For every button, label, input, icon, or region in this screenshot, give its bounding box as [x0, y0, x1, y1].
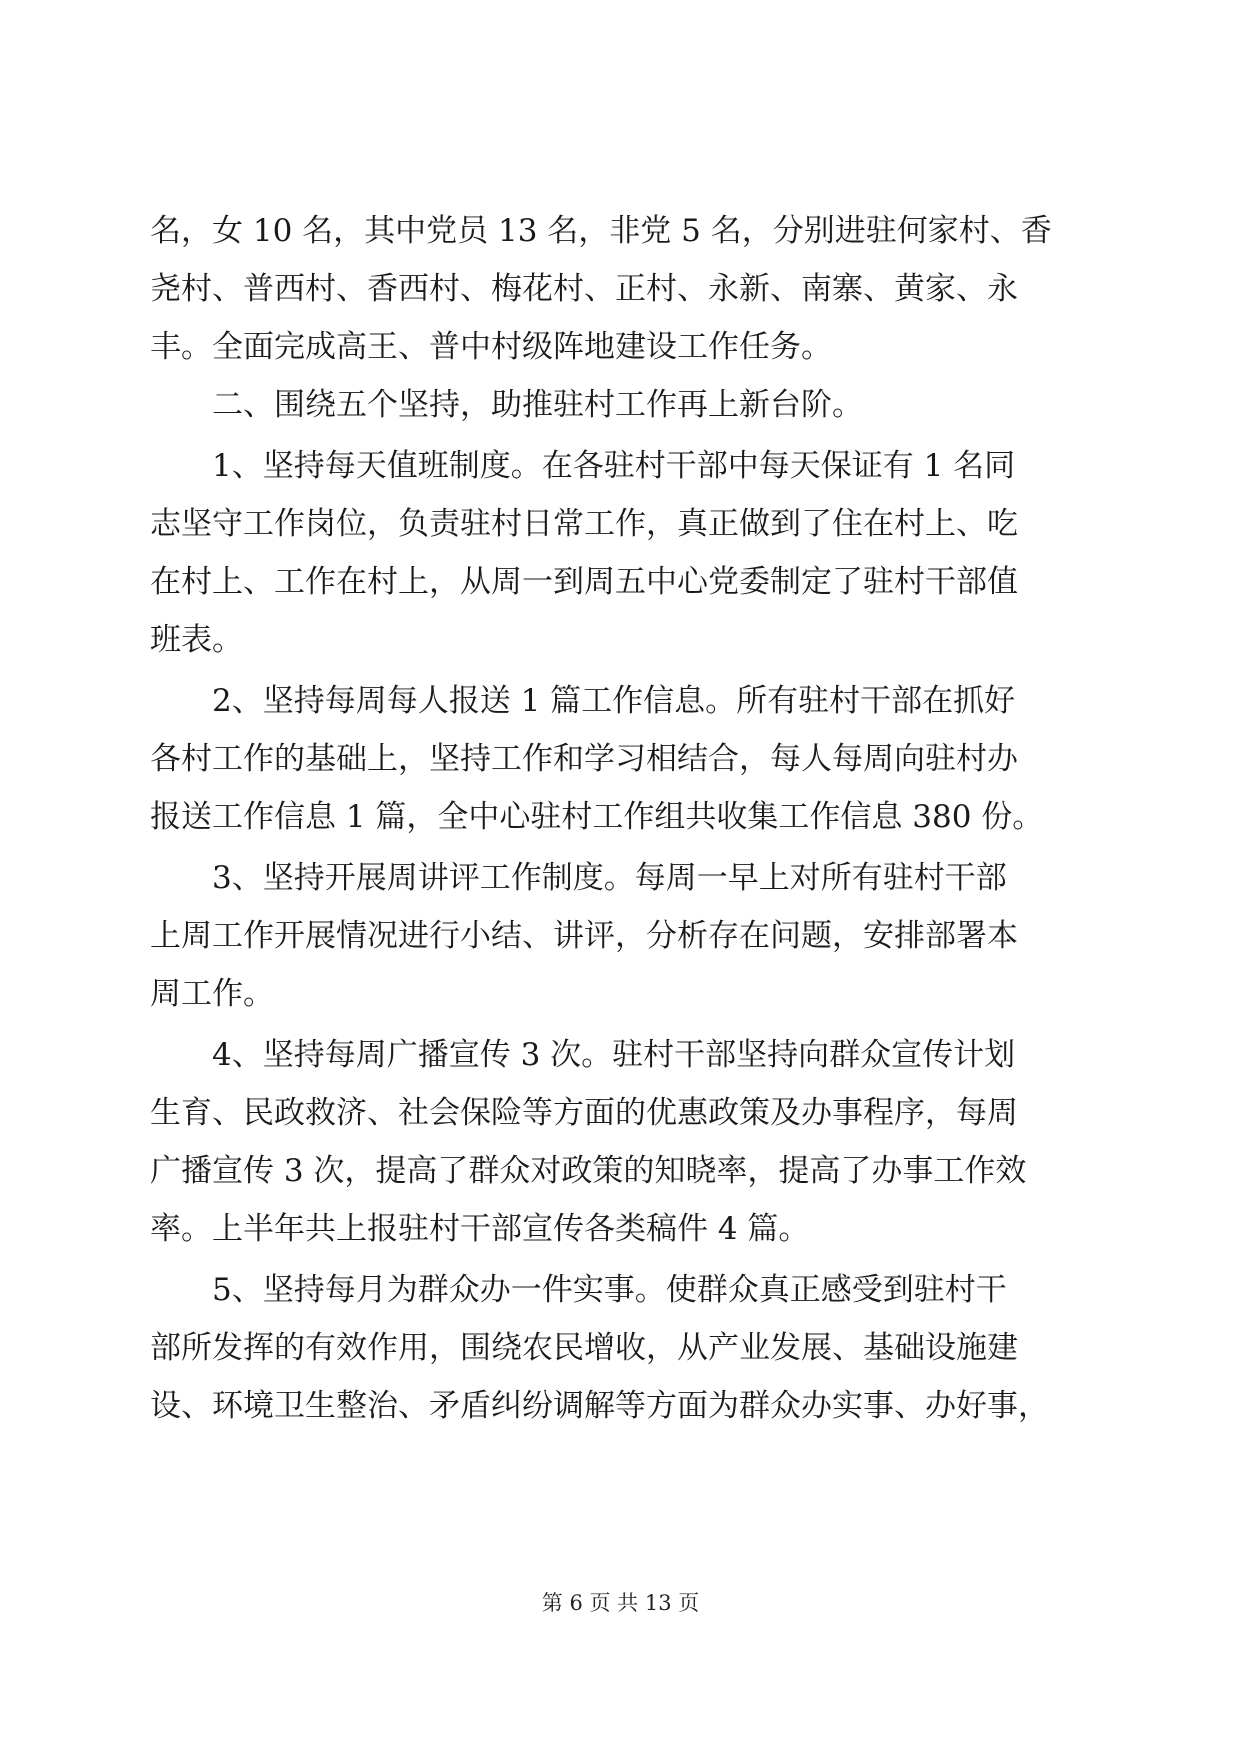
text-line-content: 3、坚持开展周讲评工作制度。每周一早上对所有驻村干部: [212, 860, 1007, 896]
text-line-content: 班表。: [150, 622, 243, 658]
text-line: [0, 785, 1241, 849]
text-line-content: 生育、民政救济、社会保险等方面的优惠政策及办事程序，每周: [150, 1095, 1018, 1131]
text-line: [0, 1316, 1241, 1380]
text-line-content: 丰。全面完成高王、普中村级阵地建设工作任务。: [150, 329, 832, 365]
text-line: [0, 492, 1241, 556]
text-line: [0, 1374, 1241, 1438]
text-line: [0, 315, 1241, 379]
text-line: [0, 846, 1241, 910]
text-line: [0, 434, 1241, 498]
text-line: [0, 199, 1241, 263]
text-line-content: 各村工作的基础上，坚持工作和学习相结合，每人每周向驻村办: [150, 741, 1018, 777]
text-line-content: 上周工作开展情况进行小结、讲评，分析存在问题，安排部署本: [150, 918, 1018, 954]
section-heading-text: 二、围绕五个坚持，助推驻村工作再上新台阶。: [212, 387, 863, 423]
text-line: [0, 1197, 1241, 1261]
text-line-content: 4、坚持每周广播宣传 3 次。驻村干部坚持向群众宣传计划: [212, 1037, 1016, 1073]
text-line-content: 5、坚持每月为群众办一件实事。使群众真正感受到驻村干: [212, 1272, 1007, 1308]
page-number-footer: 第 6 页 共 13 页: [541, 1591, 700, 1615]
text-line: [0, 1139, 1241, 1203]
text-line: [0, 608, 1241, 672]
text-line-content: 周工作。: [150, 976, 274, 1012]
text-line-content: 在村上、工作在村上，从周一到周五中心党委制定了驻村干部值: [150, 564, 1018, 600]
text-line: [0, 727, 1241, 791]
text-line: [0, 669, 1241, 733]
text-line-content: 报送工作信息 1 篇，全中心驻村工作组共收集工作信息 380 份。: [150, 799, 1044, 835]
text-line-content: 1、坚持每天值班制度。在各驻村干部中每天保证有 1 名同: [212, 448, 1016, 484]
text-line-content: 尧村、普西村、香西村、梅花村、正村、永新、南寨、黄家、永: [150, 271, 1018, 307]
text-line: [0, 904, 1241, 968]
text-line-content: 部所发挥的有效作用，围绕农民增收，从产业发展、基础设施建: [150, 1330, 1018, 1366]
text-line-content: 广播宣传 3 次，提高了群众对政策的知晓率，提高了办事工作效: [150, 1153, 1027, 1189]
text-line-content: 率。上半年共上报驻村干部宣传各类稿件 4 篇。: [150, 1211, 810, 1247]
text-line: [0, 962, 1241, 1026]
text-line: [0, 1023, 1241, 1087]
text-line-content: 名，女 10 名，其中党员 13 名，非党 5 名，分别进驻何家村、香: [150, 213, 1052, 249]
text-line-content: 设、环境卫生整治、矛盾纠纷调解等方面为群众办实事、办好事，: [150, 1388, 1049, 1424]
text-line-content: 2、坚持每周每人报送 1 篇工作信息。所有驻村干部在抓好: [212, 683, 1016, 719]
text-line: [0, 1258, 1241, 1322]
text-line-content: 志坚守工作岗位，负责驻村日常工作，真正做到了住在村上、吃: [150, 506, 1018, 542]
text-line: [0, 1081, 1241, 1145]
text-line: [0, 550, 1241, 614]
text-line: [0, 257, 1241, 321]
section-heading: [0, 373, 1241, 437]
